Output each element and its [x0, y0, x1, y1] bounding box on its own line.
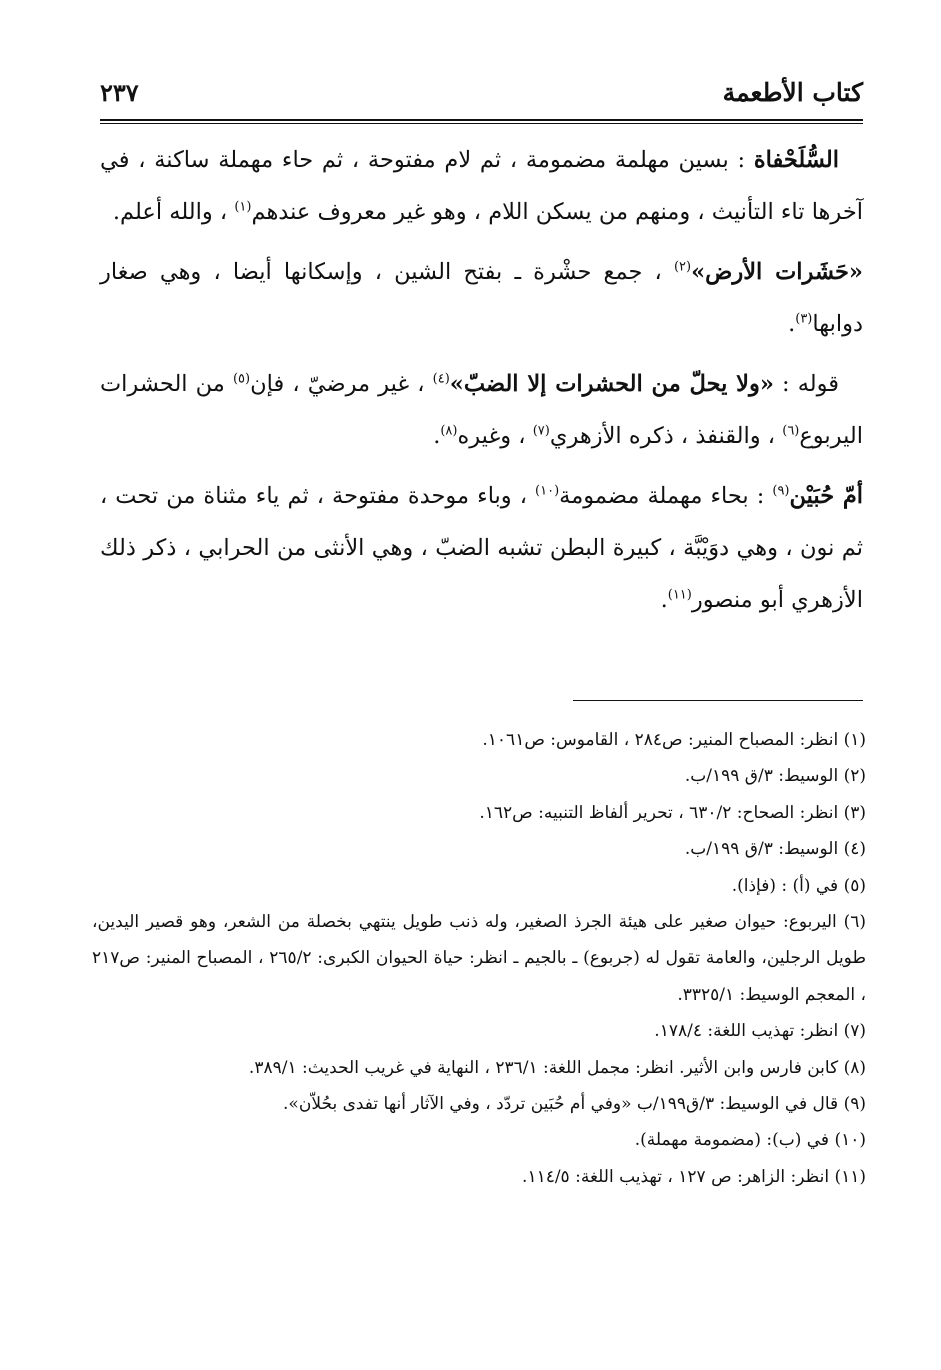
text: : بحاء مهملة مضمومة [559, 483, 765, 509]
term-umm-hubayn: أمّ حُبَيْن [789, 483, 864, 509]
footnotes [92, 722, 866, 1195]
quoted-text: «ولا يحلّ من الحشرات إلا الضبّ» [449, 371, 774, 397]
running-title: كتاب الأطعمة [722, 78, 863, 107]
footnote-ref: (٢) [673, 259, 692, 275]
text: ، وباء موحدة مفتوحة ، ثم ياء مثناة من تحت ، ثم نون ، وهي دوَيْبَّة ، كبيرة البطن تشبه الضبّ ، وهي الأنثى من الحرابي ، ذكر ذلك الأزهري أبو منصور [100, 483, 863, 613]
page-header [100, 72, 863, 116]
footnote-separator [573, 700, 863, 701]
text: قوله : [782, 371, 840, 397]
footnote-ref: (٩) [772, 483, 790, 499]
paragraph-qawluhu [100, 358, 863, 462]
text: ، وغيره [457, 423, 526, 449]
footnote-1: (١) انظر: المصباح المنير: ص٢٨٤ ، القاموس: ص١٠٦١. [482, 730, 866, 750]
term-hasharat: «حَشَرات الأرض» [691, 259, 863, 285]
footnote-ref: (١٠) [535, 483, 560, 499]
term-sulahfat: السُّلَحْفاة [753, 147, 840, 173]
text: ، والقنفذ ، ذكره الأزهري [549, 423, 776, 449]
footnote-10: (١٠) في (ب): (مضمومة مهملة). [634, 1130, 866, 1151]
footnote-ref: (٤) [432, 371, 450, 387]
footnote-3: (٣) انظر: الصحاح: ٦٣٠/٢ ، تحرير ألفاظ التنبيه: ص١٦٢. [479, 802, 866, 823]
page-number: ٢٣٧ [100, 78, 139, 107]
footnote-11: (١١) انظر: الزاهر: ص ١٢٧ ، تهذيب اللغة: ١١٤/٥. [522, 1166, 866, 1187]
text: . [433, 423, 441, 449]
footnote-7: (٧) انظر: تهذيب اللغة: ١٧٨/٤. [654, 1021, 866, 1042]
footnote-ref: (١) [234, 199, 252, 215]
text: : بسين مهلمة مضمومة ، ثم لام مفتوحة ، ثم حاء مهملة ساكنة ، في آخرها تاء التأنيث ، ومنهم من يسكن اللام ، وهو غير معروف عندهم [100, 147, 863, 225]
text: . [788, 311, 796, 337]
footnote-9: (٩) قال في الوسيط: ٣/ق١٩٩/ب «وفي أم حُبَين تردّد ، وفي الآثار أنها تفدى بحُلاّن». [283, 1094, 866, 1115]
footnote-ref: (٣) [795, 311, 813, 327]
text: ، جمع حشْرة ـ بفتح الشين ، وإسكانها أيضا ، وهي صغار دوابها [100, 259, 863, 337]
footnote-4: (٤) الوسيط: ٣/ق ١٩٩/ب. [684, 839, 866, 860]
footnote-ref: (٥) [232, 371, 251, 387]
footnote-ref: (١١) [667, 587, 692, 603]
paragraph-umm-hubayn [100, 470, 863, 626]
text: . [660, 587, 668, 613]
header-rule [100, 119, 863, 124]
footnote-2: (٢) الوسيط: ٣/ق ١٩٩/ب. [684, 766, 866, 787]
text: ، والله أعلم. [112, 199, 228, 225]
footnote-ref: (٨) [440, 423, 458, 439]
footnote-8: (٨) كابن فارس وابن الأثير. انظر: مجمل اللغة: ٢٣٦/١ ، النهاية في غريب الحديث: ٣٨٩/١. [248, 1057, 866, 1078]
footnote-6: (٦) اليربوع: حيوان صغير على هيئة الجرذ الصغير، وله ذنب طويل ينتهي بخصلة من الشعر، وهو قصير اليدين، طويل الرجلين، والعامة تقول له (جربوع) ـ بالجيم ـ انظر: حياة الحيوان الكبرى: ٢٦٥/٢ ، المصباح المنير: ص٢١٧ ، المعجم الوسيط: ٣٣٢٥/١. [92, 912, 866, 1005]
footnote-5: (٥) في (أ) : (فإذا). [731, 875, 866, 896]
text: ، غير مرضيّ ، فإن [250, 371, 425, 397]
paragraph-sulahfat [100, 134, 863, 238]
footnote-ref: (٦) [782, 423, 800, 439]
footnote-ref: (٧) [532, 423, 550, 439]
paragraph-hasharat [100, 246, 863, 350]
text: من الحشرات اليربوع [100, 371, 863, 449]
main-text [100, 134, 863, 634]
